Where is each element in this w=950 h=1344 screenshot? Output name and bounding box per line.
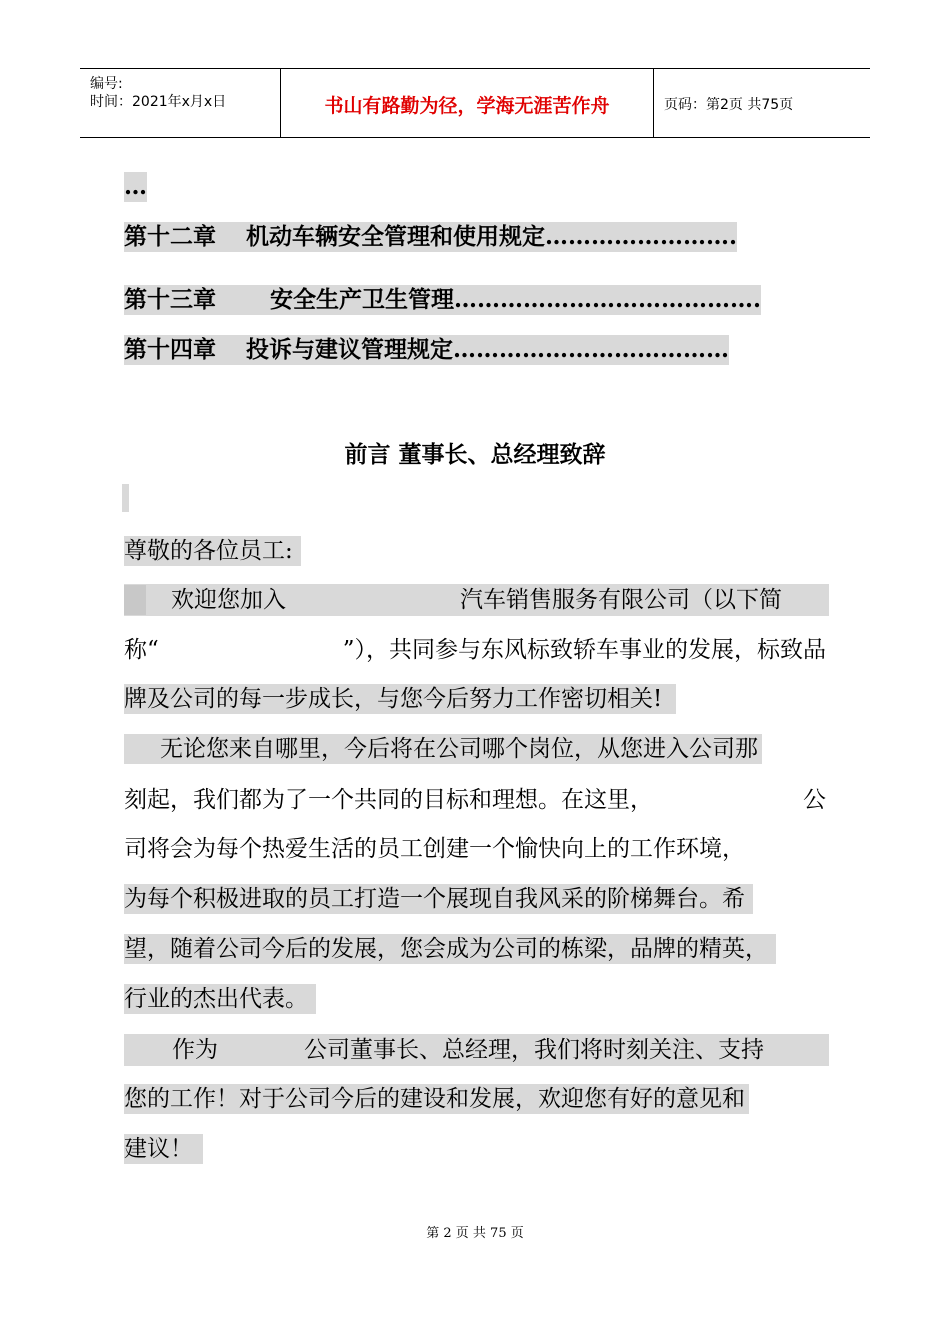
page-info: 页码：第2页 共75页: [664, 97, 794, 113]
toc-entry: [124, 222, 737, 252]
toc-entry-leader: ………………………………: [453, 336, 729, 363]
header-page-cell: [654, 69, 870, 137]
page-footer: 第 2 页 共 75 页: [426, 1226, 524, 1241]
header-meta-cell: [80, 69, 281, 137]
paragraph-line: 刻起，我们都为了一个共同的目标和理想。在这里， 公: [124, 787, 826, 813]
paragraph-line: 行业的杰出代表。: [124, 984, 316, 1014]
preface-title: 前言 董事长、总经理致辞: [344, 442, 606, 468]
paragraph-line: 汽车销售服务有限公司（以下简: [460, 587, 782, 613]
greeting: 尊敬的各位员工:: [124, 536, 301, 566]
toc-entry-leader: ………………………………….: [454, 286, 762, 313]
paragraph-line: 建议！: [124, 1134, 203, 1164]
toc-entry-title: 投诉与建议管理规定: [246, 336, 453, 363]
paragraph-line: 司将会为每个热爱生活的员工创建一个愉快向上的工作环境，: [124, 836, 745, 862]
number-label: 编号:: [90, 76, 123, 92]
paragraph-line: 您的工作！对于公司今后的建设和发展，欢迎您有好的意见和: [124, 1084, 749, 1114]
toc-entry-leader: …………………….: [545, 223, 738, 250]
paragraph-line: 为每个积极进取的员工打造一个展现自我风采的阶梯舞台。希: [124, 884, 753, 914]
header-motto-cell: [281, 69, 654, 137]
paragraph-line: 无论您来自哪里，今后将在公司哪个岗位，从您进入公司那: [124, 734, 762, 764]
toc-continuation: …: [124, 173, 147, 200]
paragraph-line: 称“ ”），共同参与东风标致轿车事业的发展，标致品: [124, 637, 826, 663]
paragraph-line: 牌及公司的每一步成长，与您今后努力工作密切相关!: [124, 684, 676, 714]
toc-entry-label: 第十二章: [124, 223, 216, 250]
toc-entry-label: 第十三章: [124, 286, 216, 313]
toc-entry-title: 机动车辆安全管理和使用规定: [246, 223, 545, 250]
toc-entry-title: 安全生产卫生管理: [270, 286, 454, 313]
paragraph-line: 作为: [172, 1037, 218, 1063]
paragraph-line: 欢迎您加入: [124, 585, 286, 615]
paragraph-line: 公司董事长、总经理，我们将时刻关注、支持: [304, 1037, 764, 1063]
empty-line-marker: [122, 484, 129, 512]
motto: 书山有路勤为径，学海无涯苦作舟: [324, 95, 610, 117]
toc-entry: [124, 335, 729, 365]
page-header: [80, 68, 870, 138]
toc-entry: [124, 285, 761, 315]
date-label: 时间：2021年x月x日: [90, 94, 227, 110]
toc-entry-label: 第十四章: [124, 336, 216, 363]
paragraph-line: 望，随着公司今后的发展，您会成为公司的栋梁，品牌的精英，: [124, 934, 776, 964]
